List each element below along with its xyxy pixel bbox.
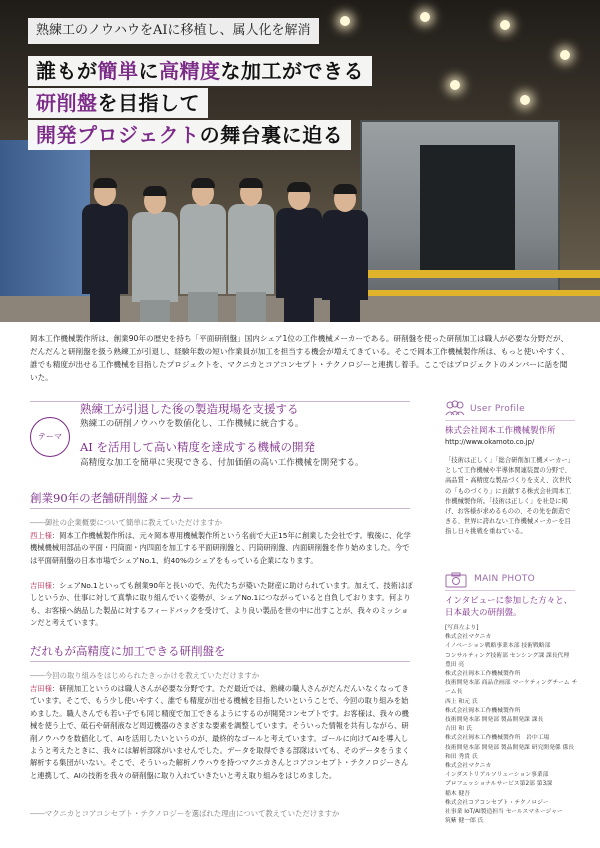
photo-caption-1: インタビューに参加した方々と、: [445, 596, 573, 606]
answer-nishigami: 西上様：岡本工作機械製作所は、元々岡本専用機械製作所という名前で大正15年に創業した会社です。戦後に、化学機械機械用部品の平面・円筒面・内四面を加工する平面研削盤と、円筒研削盤、内面研削盤を作り始めました。今では平面研削盤の日本市場でシェアNo.1、約40%のシェアをもっている企業になります。: [30, 531, 411, 565]
hero-tagline: 熟練工のノウハウをAIに移植し、属人化を解消: [28, 18, 319, 44]
profile-body: 「技術は正しく」「総合研削加工機メーカー」として工作機械や半導体関連装置の分野で、高品質・高精度な製品づくりを支え、次世代の「ものづくり」に貢献する株式会社岡本工作機械製作所。「技術は正しく」を社是に掲げ、お客様が求めるものの、その先を創造できる、世界に誇れない工作機械メーカーを目指し日々挑戦を重ねている。: [445, 457, 572, 536]
theme-box: [30, 395, 410, 475]
ceiling-light: [450, 80, 460, 90]
profile-company: 株式会社岡本工作機械製作所: [445, 426, 556, 436]
section-rule: [30, 508, 410, 509]
theme-title-2: AI を活用して高い精度を達成する機械の開発: [80, 440, 316, 454]
theme-sub-2: 高精度な加工を簡単に実現できる、付加価値の高い工作機械を開発する。: [80, 458, 364, 468]
profile-url[interactable]: http://www.okamoto.co.jp/: [445, 438, 535, 446]
speaker-name: 西上様: [30, 531, 52, 540]
ceiling-light: [340, 16, 350, 26]
camera-icon: [445, 572, 467, 588]
hero-title-line-3: 開発プロジェクトの舞台裏に迫る: [28, 120, 351, 150]
ceiling-light: [420, 12, 430, 22]
profile-heading: User Profile: [470, 404, 525, 414]
safety-rail: [330, 270, 600, 278]
theme-title-1: 熟練工が引退した後の製造現場を支援する: [80, 402, 299, 416]
users-icon: [445, 400, 465, 416]
answer-yoshida: 吉田様：シェアNo.1といっても創業90年と長いので、先代たちが築いた財産に助けられています。加えて、技術はぽしというか、仕事に対して真摯に取り組んでいく姿勢が、シェアNo.1につながっていると自負しております。何よりも、お客様へ納品した製品に対するフィードバックを受けて、より良い製品を世の中に出すことが、我々のミッションだと考えています。: [30, 581, 413, 628]
machine-panel: [420, 145, 515, 275]
photo-credits: [写真左より] 株式会社マクニカ イノベーション戦略事業本部 技術戦略部 コンサルティング技術部 センシング課 課長代理 豊田 亮 株式会社岡本工作機械製作所 技術開発本部 商品企画部 マーケティングチーム チーム長 西上 和元 氏 株式会社岡本工作機械製作所 技術開発本部 開発部 製品開発課 課長 吉田 和 氏 株式会社岡本工作機械製作所 岩中工場 技術開発本部 開発部 製品開発課 研究開発係 係長 和田 秀貴 氏 株式会社マクニカ インダストリアルソリューション事業部 プロフェッショナルサービス第2部 第3課 稲木 健吾 株式会社コアコンセプト・テクノロジー 社事業 IoT/AI製造担当 セールスマネージャー 筑紫 健一郎 氏: [445, 625, 578, 825]
answer-yoshida-2: 吉田様：研削加工というのは職人さんが必要な分野です。ただ最近では、熟練の職人さんがだんだんいなくなってきています。そこで、もう少し使いやすく、誰でも精度が出せる機械を目指したいということで、今回の取り組みを始めました。職人さんでも若い子でも同じ精度で加工できるようにするのが開発コンセプトです。お客様は、我々の機械を使う上で、砥石や研削液など周辺機器のさまざまな要素を調整しています。そういった情報を共有しながら、研削ノウハウを数値化して、AIを活用したいというのが、最終的なゴールと考えています。ゴールに向けてAIを導入しようと考えたときに、我々には解析部隊がいませんでした。データを取得できる部隊はいても、そのデータをうまく解析する集団がいない。そこで、そういった解析ノウハウを持つマクニカさんとコアコンセプト・テクノロジーさんと連携して、AIの技術を我々の研削盤に取り入れていきたいと考え取り組みをはじめました。: [30, 684, 410, 780]
section-rule: [30, 661, 410, 662]
photo-heading: MAIN PHOTO: [474, 574, 536, 584]
hero-title-line-2: 研削盤を目指して: [28, 88, 208, 118]
photo-caption-2: 日本最大の研削盤。: [445, 608, 522, 618]
speaker-name: 吉田様: [30, 581, 52, 590]
question-3: ――マクニカとコアコンセプト・テクノロジーを選ばれた理由について教えていただけますか: [30, 809, 340, 818]
hero-title-line-1: 誰もが簡単に高精度な加工ができる: [28, 56, 372, 86]
speaker-name: 吉田様: [30, 684, 52, 693]
theme-sub-1: 熟練工の研削ノウハウを数値化し、工作機械に統合する。: [80, 419, 304, 429]
section-heading-2: だれもが高精度に加工できる研削盤を: [30, 644, 226, 658]
photo-rule: [445, 590, 575, 591]
question-1: ――御社の企業概要について簡単に教えていただけますか: [30, 518, 223, 527]
ceiling-light: [520, 95, 530, 105]
intro-paragraph: 岡本工作機械製作所は、創業90年の歴史を持ち「平面研削盤」国内シェア1位の工作機械メーカーである。研削盤を使った研削加工は職人が必要な分野だが、だんだんと研削盤を扱う熟練工が引退し、経験年数の短い作業員が加工を担当する機会が増えてきている。そこで岡本工作機械製作所は、もっと使いやすく、誰でも精度が出せる工作機械を目指したプロジェクトを、マクニカとコアコンセプト・テクノロジーと連携し着手。ここではプロジェクトのメンバーに話を聞いた。: [30, 334, 569, 382]
hero-photo: [0, 0, 600, 322]
section-heading-1: 創業90年の老舗研削盤メーカー: [30, 491, 194, 505]
ceiling-light: [500, 20, 510, 30]
ceiling-light: [560, 50, 570, 60]
profile-rule: [445, 420, 575, 421]
blue-machine: [0, 140, 90, 320]
question-2: ――今回の取り組みをはじめられたきっかけを教えていただけますか: [30, 671, 260, 680]
theme-label: テーマ: [30, 417, 70, 457]
